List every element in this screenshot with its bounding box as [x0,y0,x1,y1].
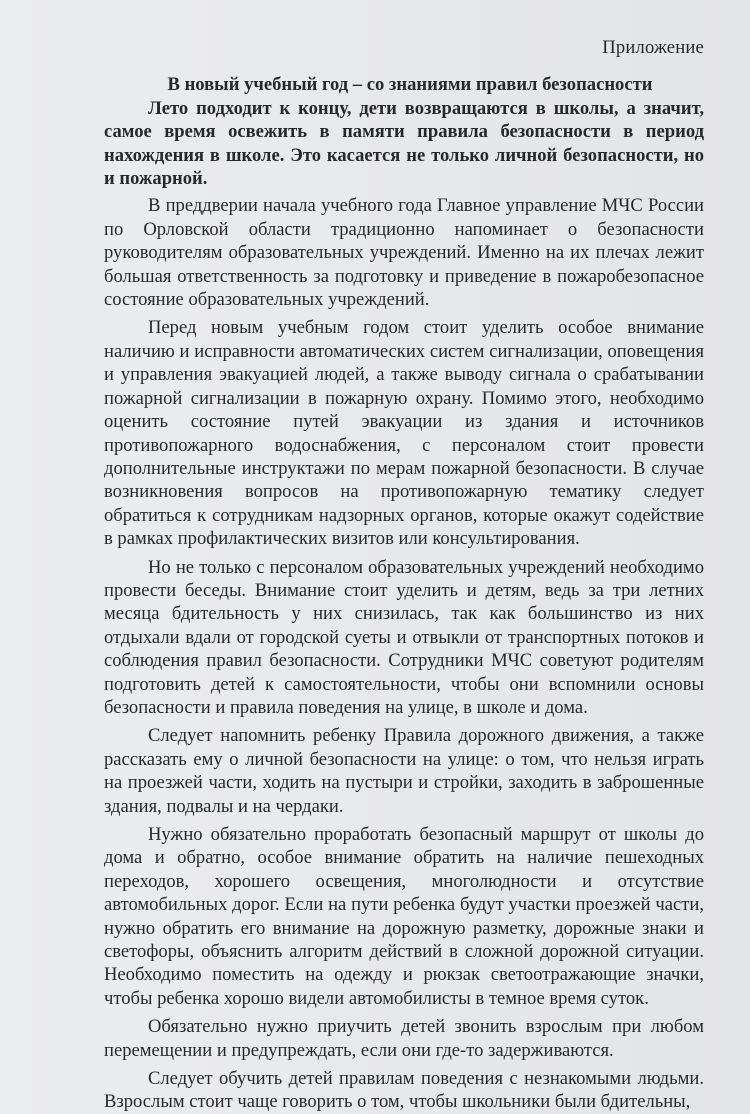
paragraph-7: Следует обучить детей правилам поведения с незнакомыми людьми. Взрослым стоит чаще говорить о том, чтобы школьники были бдительны, [104,1068,704,1113]
document-title: В новый учебный год – со знаниями правил безопасности [167,74,653,96]
paragraph-5: Нужно обязательно проработать безопасный маршрут от школы до дома и обратно, особое внимание обратить на наличие пешеходных переходов, хорошего освещения, многолюдности и отсутствие автомобильных дорог. Если на пути ребенка будут участки проезжей части, нужно обратить его внимание на дорожную разметку, дорожные знаки и светофоры, объяснить алгоритм действий в сложной дорожной ситуации. Необходимо поместить на одежду и рюкзак светоотражающие значки, чтобы ребенка хорошо видели автомобилисты в темное время суток. [104,824,704,1009]
paragraph-3: Но не только с персоналом образовательных учреждений необходимо провести беседы. Внимание стоит уделить и детям, ведь за три летних месяца бдительность у них снизилась, так как большинство из них отдыхали вдали от городской суеты и отвыкли от транспортных потоков и соблюдения правил безопасности. Сотрудники МЧС советуют родителям подготовить детей к самостоятельности, чтобы они вспомнили основы безопасности и правила поведения на улице, в школе и дома. [104,556,704,718]
paragraph-6: Обязательно нужно приучить детей звонить взрослым при любом перемещении и предупреждать, если они где-то задерживаются. [104,1016,704,1061]
lead-paragraph: Лето подходит к концу, дети возвращаются в школы, а значит, самое время освежить в памяти правила безопасности в период нахождения в школе. Это касается не только личной безопасности, но и пожарной. [104,97,704,190]
paragraph-1: В преддверии начала учебного года Главное управление МЧС России по Орловской области традиционно напоминает о безопасности руководителям образовательных учреждений. Именно на их плечах лежит большая ответственность за подготовку и приведение в пожаробезопасное состояние образовательных учреждений. [104,195,704,311]
paragraph-2: Перед новым учебным годом стоит уделить особое внимание наличию и исправности автоматических систем сигнализации, оповещения и управления эвакуацией людей, а также выводу сигнала о срабатывании пожарной сигнализации в пожарную охрану. Помимо этого, необходимо оценить состояние путей эвакуации из здания и источников противопожарного водоснабжения, с персоналом стоит провести дополнительные инструктажи по мерам пожарной безопасности. В случае возникновения вопросов на противопожарную тематику следует обратиться к сотрудникам надзорных органов, которые окажут содействие в рамках профилактических визитов или консультирования. [104,317,704,550]
appendix-label: Приложение [602,37,704,58]
paragraph-4: Следует напомнить ребенку Правила дорожного движения, а также рассказать ему о личной безопасности на улице: о том, что нельзя играть на проезжей части, ходить на пустыри и стройки, заходить в заброшенные здания, подвалы и на чердаки. [104,725,704,817]
